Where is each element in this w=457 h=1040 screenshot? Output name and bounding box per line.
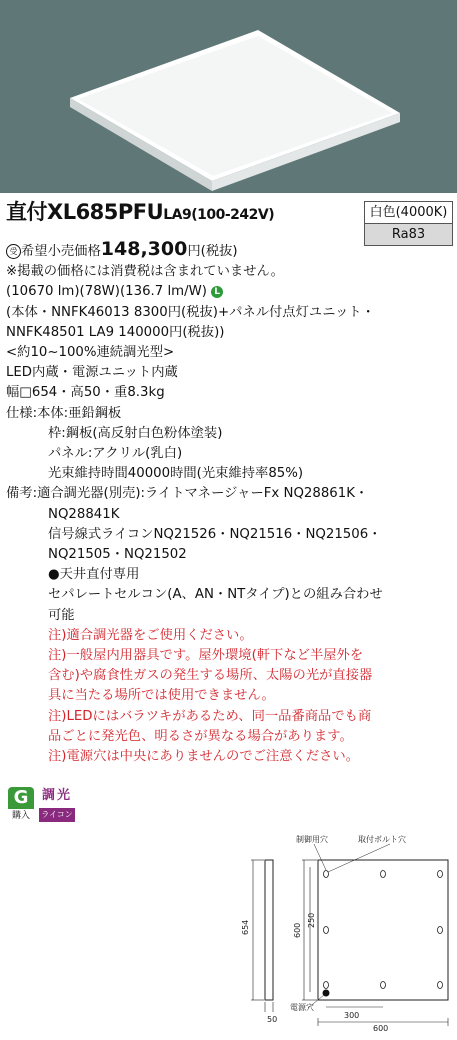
spec-line-4: 光束維持時間40000時間(光束維持率85%) bbox=[48, 466, 304, 482]
color-temperature: 白色(4000K) bbox=[365, 202, 452, 224]
warning-line: 品ごとに発光色、明るさが異なる場合があります。 bbox=[48, 728, 353, 744]
note-line-2: NQ28841K bbox=[48, 506, 120, 522]
price-line bbox=[6, 239, 454, 262]
mount-hole-icon bbox=[381, 871, 386, 878]
warning-line: 具に当たる場所では使用できません。 bbox=[48, 688, 275, 704]
dim-600-horizontal: 600 bbox=[373, 1024, 389, 1032]
ceiling-light-illustration bbox=[0, 0, 457, 193]
control-hole-label: 制御用穴 bbox=[296, 835, 328, 844]
mount-hole-icon bbox=[438, 982, 443, 989]
dim-300: 300 bbox=[344, 1011, 360, 1020]
warning-line: 含む)や腐食性ガスの発生する場所、太陽の光が直接器 bbox=[48, 668, 373, 684]
note-line-1: 備考:適合調光器(別売):ライトマネージャーFx NQ28861K・ bbox=[6, 486, 369, 502]
spec-text bbox=[6, 239, 454, 767]
product-photo bbox=[0, 0, 457, 193]
control-hole-icon bbox=[324, 871, 329, 878]
builtin-line: LED内蔵・電源ユニット内蔵 bbox=[6, 365, 178, 381]
efficiency-badge-icon: L bbox=[211, 286, 223, 298]
efficiency-line bbox=[6, 282, 454, 302]
price-value: 148,300 bbox=[100, 238, 188, 260]
green-purchase-icon: G bbox=[8, 787, 34, 809]
model-suffix: LA9 bbox=[163, 207, 192, 223]
spec-line-1: 仕様:本体:亜鉛鋼板 bbox=[6, 405, 122, 421]
warning-line: 注)電源穴は中央にありませんのでご注意ください。 bbox=[48, 749, 360, 765]
side-profile bbox=[265, 860, 273, 1000]
dimension-diagram bbox=[240, 832, 452, 1032]
plan-view bbox=[318, 860, 448, 1000]
warning-line: 注)LEDにはバラツキがあるため、同一品番商品でも商 bbox=[48, 708, 372, 724]
dimming-label: 調光 bbox=[41, 788, 72, 803]
spec-line-3: パネル:アクリル(乳白) bbox=[48, 446, 183, 462]
note-line-7: 可能 bbox=[48, 607, 75, 623]
note-line-3: 信号線式ライコンNQ21526・NQ21516・NQ21506・ bbox=[48, 526, 382, 542]
dim-600-vertical: 600 bbox=[293, 922, 302, 938]
mount-hole-icon bbox=[438, 871, 443, 878]
color-rendering: Ra83 bbox=[365, 224, 452, 245]
voltage: (100-242V) bbox=[191, 207, 275, 223]
dimming-sublabel: ライコン別売 bbox=[39, 808, 75, 822]
model-number bbox=[6, 196, 274, 226]
mount-hole-icon bbox=[438, 927, 443, 934]
efficiency-text: (10670 lm)(78W)(136.7 lm/W) bbox=[6, 284, 207, 300]
model-main: 直付XL685PFU bbox=[6, 200, 164, 224]
warning-line: 注)適合調光器をご使用ください。 bbox=[48, 627, 253, 643]
power-hole-label: 電源穴 bbox=[290, 1003, 314, 1012]
note-line-6: セパレートセルコン(A、AN・NTタイプ)との組み合わせ bbox=[48, 587, 383, 603]
tax-note: ※掲載の価格には消費税は含まれていません。 bbox=[6, 264, 284, 280]
green-purchase-badge bbox=[8, 787, 34, 825]
green-purchase-label: 購入 bbox=[11, 811, 30, 821]
components-line-2: NNFK48501 LA9 140000円(税抜)) bbox=[6, 324, 225, 340]
mount-hole-label: 取付ボルト穴 bbox=[358, 835, 406, 844]
dim-654: 654 bbox=[241, 919, 250, 935]
dim-50: 50 bbox=[267, 1015, 278, 1024]
spec-line-2: 枠:鋼板(高反射白色粉体塗装) bbox=[48, 425, 223, 441]
size-line: 幅□654・高50・重8.3kg bbox=[6, 385, 165, 401]
price-unit: 円(税抜) bbox=[187, 244, 238, 259]
note-line-4: NQ21505・NQ21502 bbox=[48, 547, 187, 563]
dim-250: 250 bbox=[307, 912, 316, 928]
mount-hole-icon bbox=[324, 982, 329, 989]
components-line-1: (本体・NNFK46013 8300円(税抜)+パネル付点灯ユニット・ bbox=[6, 304, 375, 320]
mount-hole-icon bbox=[324, 927, 329, 934]
dimming-type: <約10~100%連続調光型> bbox=[6, 345, 175, 361]
price-label: 希望小売価格 bbox=[21, 244, 101, 259]
dimming-badge bbox=[39, 787, 75, 833]
order-mark-icon: 受 bbox=[6, 244, 21, 259]
mount-hole-icon bbox=[381, 982, 386, 989]
note-line-5: ●天井直付専用 bbox=[48, 567, 140, 583]
warning-line: 注)一般屋内用器具です。屋外環境(軒下など半屋外を bbox=[48, 648, 364, 664]
